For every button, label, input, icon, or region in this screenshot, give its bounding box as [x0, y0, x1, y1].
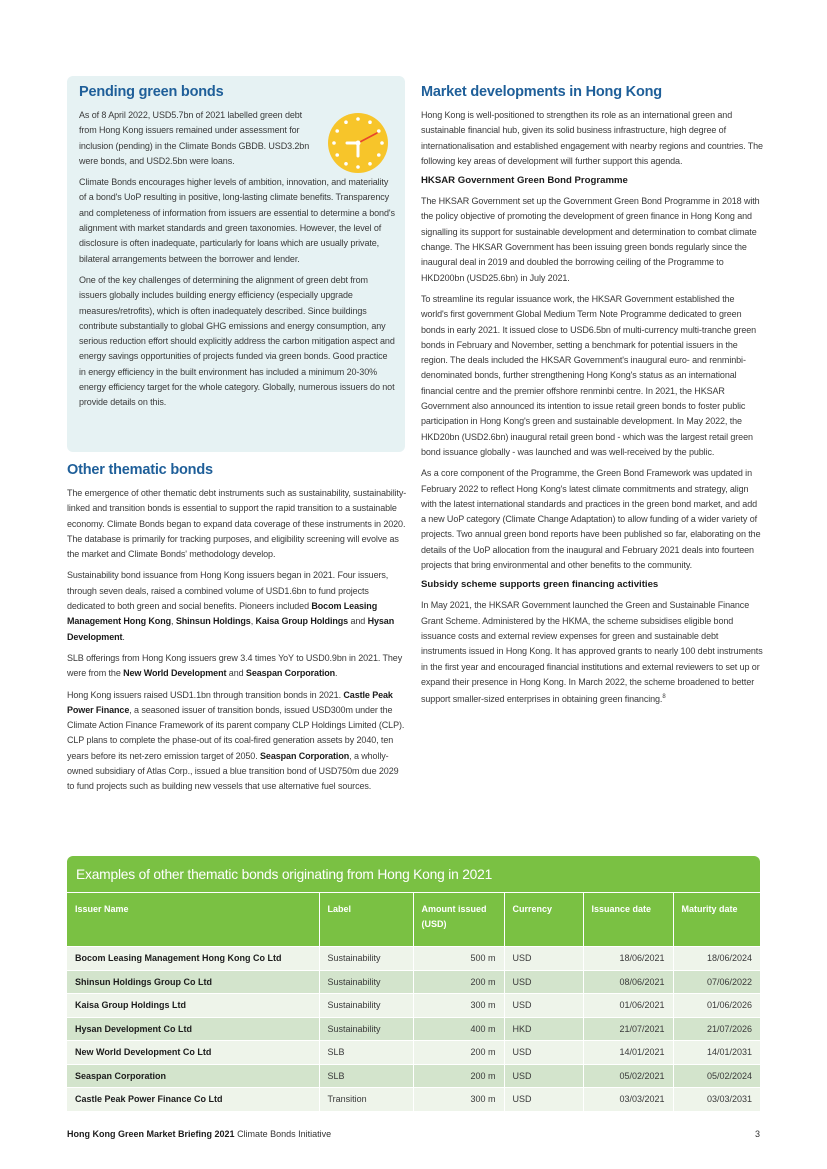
- cell-amount: 300 m: [413, 994, 504, 1018]
- header-currency: Currency: [504, 893, 583, 947]
- cell-issuance-date: 01/06/2021: [583, 994, 673, 1018]
- cell-currency: USD: [504, 1041, 583, 1065]
- table-row: [67, 947, 760, 971]
- header-issuance-date: Issuance date: [583, 893, 673, 947]
- table-row: [67, 1017, 760, 1041]
- cell-currency: USD: [504, 1088, 583, 1111]
- table-row: [67, 970, 760, 994]
- cell-label: SLB: [319, 1064, 413, 1088]
- table: [67, 892, 760, 1111]
- other-paragraph-2: Sustainability bond issuance from Hong Kong issuers began in 2021. Four issuers, through seven deals, raised a combined volume of USD1.6bn to fund projects dedicated to both green and social benefits. Pioneers included Bocom Leasing Management Hong Kong, Shinsun Holdings, Kaisa Group Holdings and Hysan Development.: [67, 570, 395, 642]
- clock-icon: [327, 112, 389, 174]
- cell-maturity-date: 07/06/2022: [673, 970, 760, 994]
- cell-currency: USD: [504, 947, 583, 971]
- cell-maturity-date: 18/06/2024: [673, 947, 760, 971]
- market-title: Market developments in Hong Kong: [421, 84, 662, 100]
- page-number: 3: [754, 1129, 760, 1139]
- cell-maturity-date: 21/07/2026: [673, 1017, 760, 1041]
- header-amount: Amount issued (USD): [413, 893, 504, 947]
- cell-issuer: Kaisa Group Holdings Ltd: [67, 994, 319, 1018]
- cell-issuance-date: 21/07/2021: [583, 1017, 673, 1041]
- cell-amount: 200 m: [413, 1064, 504, 1088]
- table-title: Examples of other thematic bonds originating from Hong Kong in 2021: [67, 856, 760, 892]
- pending-green-bonds-box: [67, 76, 405, 452]
- other-paragraph-3: SLB offerings from Hong Kong issuers grew 3.4 times YoY to USD0.9bn in 2021. They were from the New World Development and Seaspan Corporation.: [67, 652, 403, 679]
- other-paragraph-1: The emergence of other thematic debt instruments such as sustainability, sustainability-linked and transition bonds is essential to support the rapid transition to a sustainable economy. Climate Bonds began to expand data coverage of these instruments in 2020. The database is primarily for tracking purposes, and eligibility screening will evolve as the market and Climate Bonds' methodology develop.: [67, 488, 407, 560]
- cell-issuer: Bocom Leasing Management Hong Kong Co Ltd: [67, 947, 319, 971]
- header-issuer: Issuer Name: [67, 893, 319, 947]
- table-row: [67, 1064, 760, 1088]
- cell-issuance-date: 14/01/2021: [583, 1041, 673, 1065]
- pending-paragraph-2: Climate Bonds encourages higher levels of ambition, innovation, and materiality of a bond's UoP resulting in positive, long-lasting climate benefits. Transparency and completeness of information from issuers are essential to determine a bond's alignment with market standards and green taxonomies. However, the level of disclosure is often inadequate, particularly for loans which are usually private, bilateral arrangements between the borrower and lender.: [79, 177, 395, 264]
- cell-amount: 200 m: [413, 1041, 504, 1065]
- header-label: Label: [319, 893, 413, 947]
- pending-title: Pending green bonds: [79, 84, 224, 100]
- cell-currency: HKD: [504, 1017, 583, 1041]
- cell-issuance-date: 05/02/2021: [583, 1064, 673, 1088]
- market-developments-section: [421, 84, 763, 713]
- thematic-bonds-table: [67, 856, 760, 1111]
- header-maturity-date: Maturity date: [673, 893, 760, 947]
- market-paragraph-3: To streamline its regular issuance work, the HKSAR Government established the world's first government Global Medium Term Note Programme dedicated to green bonds in early 2021. It issued close to USD6.5bn of multi-currency multi-tranche green bonds in February and November, setting a benchmark for potential issuers in the region. The deals included the HKSAR Government's inaugural euro- and renminbi-denominated bonds, further strengthening Hong Kong's status as an international financial centre and the premier offshore renminbi centre. In 2021, the HKSAR Government also announced its intention to issue retail green bonds to foster public participation in Hong Kong's green and sustainable development. In May 2022, the HKD20bn (USD2.6bn) inaugural retail green bond - which was the largest retail green bond issuance globally - was launched and was well-received by the public.: [421, 293, 757, 457]
- cell-amount: 400 m: [413, 1017, 504, 1041]
- cell-label: Sustainability: [319, 947, 413, 971]
- cell-issuer: Castle Peak Power Finance Co Ltd: [67, 1088, 319, 1111]
- cell-issuance-date: 03/03/2021: [583, 1088, 673, 1111]
- cell-label: Sustainability: [319, 994, 413, 1018]
- footer-org: Climate Bonds Initiative: [237, 1129, 332, 1139]
- pending-paragraph-1: As of 8 April 2022, USD5.7bn of 2021 labelled green debt from Hong Kong issuers remained under assessment for inclusion (pending) in the Climate Bonds GBDB. USD3.2bn were bonds, and USD2.5bn were loans.: [79, 110, 310, 166]
- table-header-row: [67, 893, 760, 947]
- cell-label: SLB: [319, 1041, 413, 1065]
- table-row: [67, 1041, 760, 1065]
- cell-maturity-date: 01/06/2026: [673, 994, 760, 1018]
- cell-issuance-date: 08/06/2021: [583, 970, 673, 994]
- cell-maturity-date: 14/01/2031: [673, 1041, 760, 1065]
- cell-currency: USD: [504, 970, 583, 994]
- table-row: [67, 1088, 760, 1111]
- cell-amount: 300 m: [413, 1088, 504, 1111]
- other-thematic-section: [67, 462, 407, 801]
- market-paragraph-1: Hong Kong is well-positioned to strengthen its role as an international green and sustainable financial hub, given its solid business infrastructure, high degree of internationalisation and established engagement with nearby regions and countries. The following key areas of development will further support this agenda.: [421, 110, 763, 166]
- programme-heading: HKSAR Government Green Bond Programme: [421, 175, 628, 187]
- cell-amount: 500 m: [413, 947, 504, 971]
- cell-issuance-date: 18/06/2021: [583, 947, 673, 971]
- subsidy-heading: Subsidy scheme supports green financing activities: [421, 579, 659, 591]
- table-row: [67, 994, 760, 1018]
- cell-issuer: Shinsun Holdings Group Co Ltd: [67, 970, 319, 994]
- market-paragraph-4: As a core component of the Programme, the Green Bond Framework was updated in February 2022 to reflect Hong Kong's latest climate commitments and strategy, align with the latest international standards and practices in the green bond market, and add a new UoP category (Climate Change Adaptation) to allow funding of a wider variety of projects. Two annual green bond reports have been published so far, elaborating on the details of the UoP allocation from the inaugural and February 2021 deals into fourteen projects that bring environmental and other benefits to the community.: [421, 468, 761, 571]
- cell-label: Sustainability: [319, 1017, 413, 1041]
- cell-maturity-date: 05/02/2024: [673, 1064, 760, 1088]
- cell-currency: USD: [504, 1064, 583, 1088]
- pending-paragraph-3: One of the key challenges of determining the alignment of green debt from issuers globally includes building energy efficiency (especially upgrade measures/retrofits), which is often inadequately described. Since buildings contribute substantially to global GHG emissions and energy consumption, any serious reduction effort should explicitly address the carbon mitigation aspect and energy savings opportunities of projects funded via green bonds. Good practice in energy efficiency in the built environment has included a minimum 20-30% energy efficiency target for the whole category. Globally, numerous issuers do not provide details on this.: [79, 274, 395, 408]
- page-footer: [67, 1129, 760, 1139]
- cell-maturity-date: 03/03/2031: [673, 1088, 760, 1111]
- footer-report-title: Hong Kong Green Market Briefing 2021: [67, 1129, 235, 1139]
- cell-label: Transition: [319, 1088, 413, 1111]
- cell-issuer: New World Development Co Ltd: [67, 1041, 319, 1065]
- other-paragraph-4: Hong Kong issuers raised USD1.1bn through transition bonds in 2021. Castle Peak Power Finance, a seasoned issuer of transition bonds, issued USD300m under the Climate Action Finance Framework of its parent company CLP Holdings Limited (CLP). CLP plans to complete the phase-out of its coal-fired generation assets by 2040, ten years before its net-zero emission target of 2050. Seaspan Corporation, a wholly-owned subsidiary of Atlas Corp., issued a blue transition bond of USD750m due 2029 to fund projects such as building new vessels that use alternative fuel sources.: [67, 689, 405, 792]
- cell-issuer: Hysan Development Co Ltd: [67, 1017, 319, 1041]
- cell-issuer: Seaspan Corporation: [67, 1064, 319, 1088]
- cell-currency: USD: [504, 994, 583, 1018]
- cell-amount: 200 m: [413, 970, 504, 994]
- footnote-ref: 8: [662, 694, 666, 701]
- market-paragraph-2: The HKSAR Government set up the Government Green Bond Programme in 2018 with the policy objective of promoting the development of green finance in Hong Kong and signalling its support for sustainable development and determination to combat climate change. The HKSAR Government has been issuing green bonds regularly since the inaugural deal in 2019 and doubled the borrowing ceiling of the Programme to HKD200bn (USD25.6bn) in July 2021.: [421, 196, 760, 283]
- other-thematic-title: Other thematic bonds: [67, 462, 213, 478]
- cell-label: Sustainability: [319, 970, 413, 994]
- market-paragraph-5: In May 2021, the HKSAR Government launched the Green and Sustainable Finance Grant Scheme. Administered by the HKMA, the scheme subsidises eligible bond issuance costs and external review expenses for green and sustainable debt instruments issued in Hong Kong. It has approved grants to nearly 100 debt instruments in the first year and encouraged financial institutions and external reviewers to set up or expand their presence in Hong Kong. In March 2022, the scheme broadened to better support smaller-sized enterprises in obtaining green financing.$^8$: [421, 600, 763, 705]
